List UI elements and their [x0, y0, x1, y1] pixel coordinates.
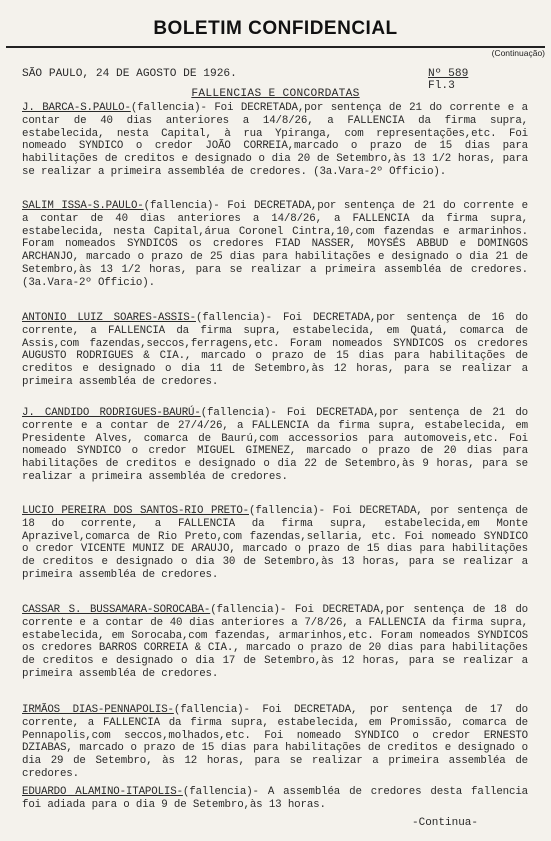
entry-j-barca: [22, 102, 528, 179]
entry-body: (fallencia)- Foi DECRETADA, por sentença de 17 do corrente, a FALLENCIA da firma supra, estabelecida, em Promissão, comarca de Pennapolis,com seccos,molhados,etc. Foi nomeado SYNDICO o credor ERNESTO DZIABAS, marcado o prazo de 15 dias para habilitações de creditos e designado o dia 29 de Setembro, às 12 horas, para se realizar a primeira assembléa de credores.: [22, 704, 528, 780]
section-title: [0, 88, 551, 100]
entry-heading: CASSAR S. BUSSAMARA-SOROCABA-: [22, 604, 211, 616]
entry-body: (fallencia)- Foi DECRETADA,por sentença de 18 do corrente e a contar de 40 dias anteriores a 7/8/26, a FALLENCIA da firma supra, estabelecida, em Sorocaba,com fazendas, armarinhos,etc. Foram nomeados SYNDICOS os credores BARROS CORREIA & CIA., marcado o prazo de 20 dias para habilitações de creditos e designado o dia 17 de Setembro,às 12 horas, para se realizar a primeira assembléa de credores.: [22, 604, 529, 680]
entry-j-candido-rodrigues: [22, 407, 528, 484]
entry-salim-issa: [22, 200, 528, 290]
entry-irmaos-dias: [22, 704, 528, 781]
issue-number: Nº 589: [428, 68, 469, 80]
entry-body: (fallencia)- Foi DECRETADA,por sentença de 21 do corrente e a contar de 40 dias anteriores a 14/8/26, a FALLENCIA da firma supra, estabelecida, nesta Capital,árua Coronel Cintra,10,com fazendas e armarinhos. Foram nomeados SYNDICOS os credores FIAD NASSER, MOYSÉS ABBUD e DOMINGOS ARCHANJO, marcado o prazo de 25 dias para habilitações e designado o dia 21 de Setembro,às 13 1/2 horas, para se realizar a primeira assembléa de credores. (3a.Vara-2º Officio).: [22, 200, 528, 289]
section-title-text: FALLENCIAS E CONCORDATAS: [191, 88, 360, 100]
entry-heading: LUCIO PEREIRA DOS SANTOS-RIO PRETO-: [22, 505, 249, 517]
entry-lucio-pereira-dos-santos: [22, 505, 528, 582]
entry-cassar-bussamara: [22, 604, 528, 681]
entry-body: (fallencia)- Foi DECRETADA,por sentença de 21 do corrente e a contar de 40 dias anteriores a 14/8/26, a FALLENCIA da firma supra, estabelecida, nesta Capital, à rua Ypiranga, com representações,etc. Foi nomeado SYNDICO o credor JOÃO CORREIA,marcado o prazo de 15 dias para habilitações de creditos e designado o dia 20 de Setembro,às 13 1/2 horas, para se realizar a primeira assembléa de credores. (3a.Vara-2º Officio).: [22, 102, 528, 178]
dateline: SÃO PAULO, 24 DE AGOSTO DE 1926.: [22, 68, 237, 80]
entry-body: (fallencia)- Foi DECRETADA, por sentença de 18 do corrente, a FALLENCIA da firma supra, estabelecida,em Monte Aprazivel,comarca de Rio Preto,com fazendas,sellaria, etc. Foi nomeado SYNDICO o credor VICENTE MUNIZ DE ARAUJO, marcado o prazo de 15 dias para habilitações de creditos e designado o dia 30 de Setembro,às 13 horas, para se realizar a primeira assembléa de credores.: [22, 505, 528, 581]
sheet-number: Fl.3: [428, 80, 455, 92]
entry-antonio-luiz-soares: [22, 312, 528, 389]
entry-heading: J. BARCA-S.PAULO-: [22, 102, 131, 114]
entry-body: (fallencia)- Foi DECRETADA,por sentença de 21 do corrente e a contar de 27/4/26, a FALLENCIA da firma supra, estabelecida, em Presidente Alves, comarca de Baurú,com accessorios para automoveis,etc. Foi nomeado SYNDICO o credor MIGUEL GIMENEZ, marcado o prazo de 20 dias para habilitações de creditos e designado o dia 22 de Setembro,às 9 horas, para se realizar a primeira assembléa de credores.: [22, 407, 528, 483]
entry-heading: EDUARDO ALAMINO-ITAPOLIS-: [22, 786, 183, 798]
header-divider: [6, 46, 545, 48]
entry-heading: SALIM ISSA-S.PAULO-: [22, 200, 144, 212]
document-title: BOLETIM CONFIDENCIAL: [153, 18, 398, 39]
entry-body: (fallencia)- Foi DECRETADA,por sentença de 16 do corrente, a FALLENCIA da firma supra, estabelecida, em Quatá, comarca de Assis,com fazendas,seccos,ferragens,etc. Foram nomeados SYNDICOS os credores AUGUSTO RODRIGUES & CIA., marcado o prazo de 15 dias para habilitações de creditos e designado o dia 11 de Setembro,às 12 horas, para se realizar a primeira assembléa de credores.: [22, 312, 528, 388]
entry-body: (fallencia)- A assembléa de credores desta fallencia foi adiada para o dia 9 de Setembro,às 13 horas.: [22, 786, 529, 811]
continues-marker: -Continua-: [412, 817, 479, 829]
entry-eduardo-alamino: [22, 786, 528, 812]
entry-heading: J. CANDIDO RODRIGUES-BAURÚ-: [22, 407, 201, 419]
entry-heading: ANTONIO LUIZ SOARES-ASSIS-: [22, 312, 196, 324]
continuation-label: (Continuação): [491, 48, 545, 58]
entry-heading: IRMÃOS DIAS-PENNAPOLIS-: [22, 704, 174, 716]
